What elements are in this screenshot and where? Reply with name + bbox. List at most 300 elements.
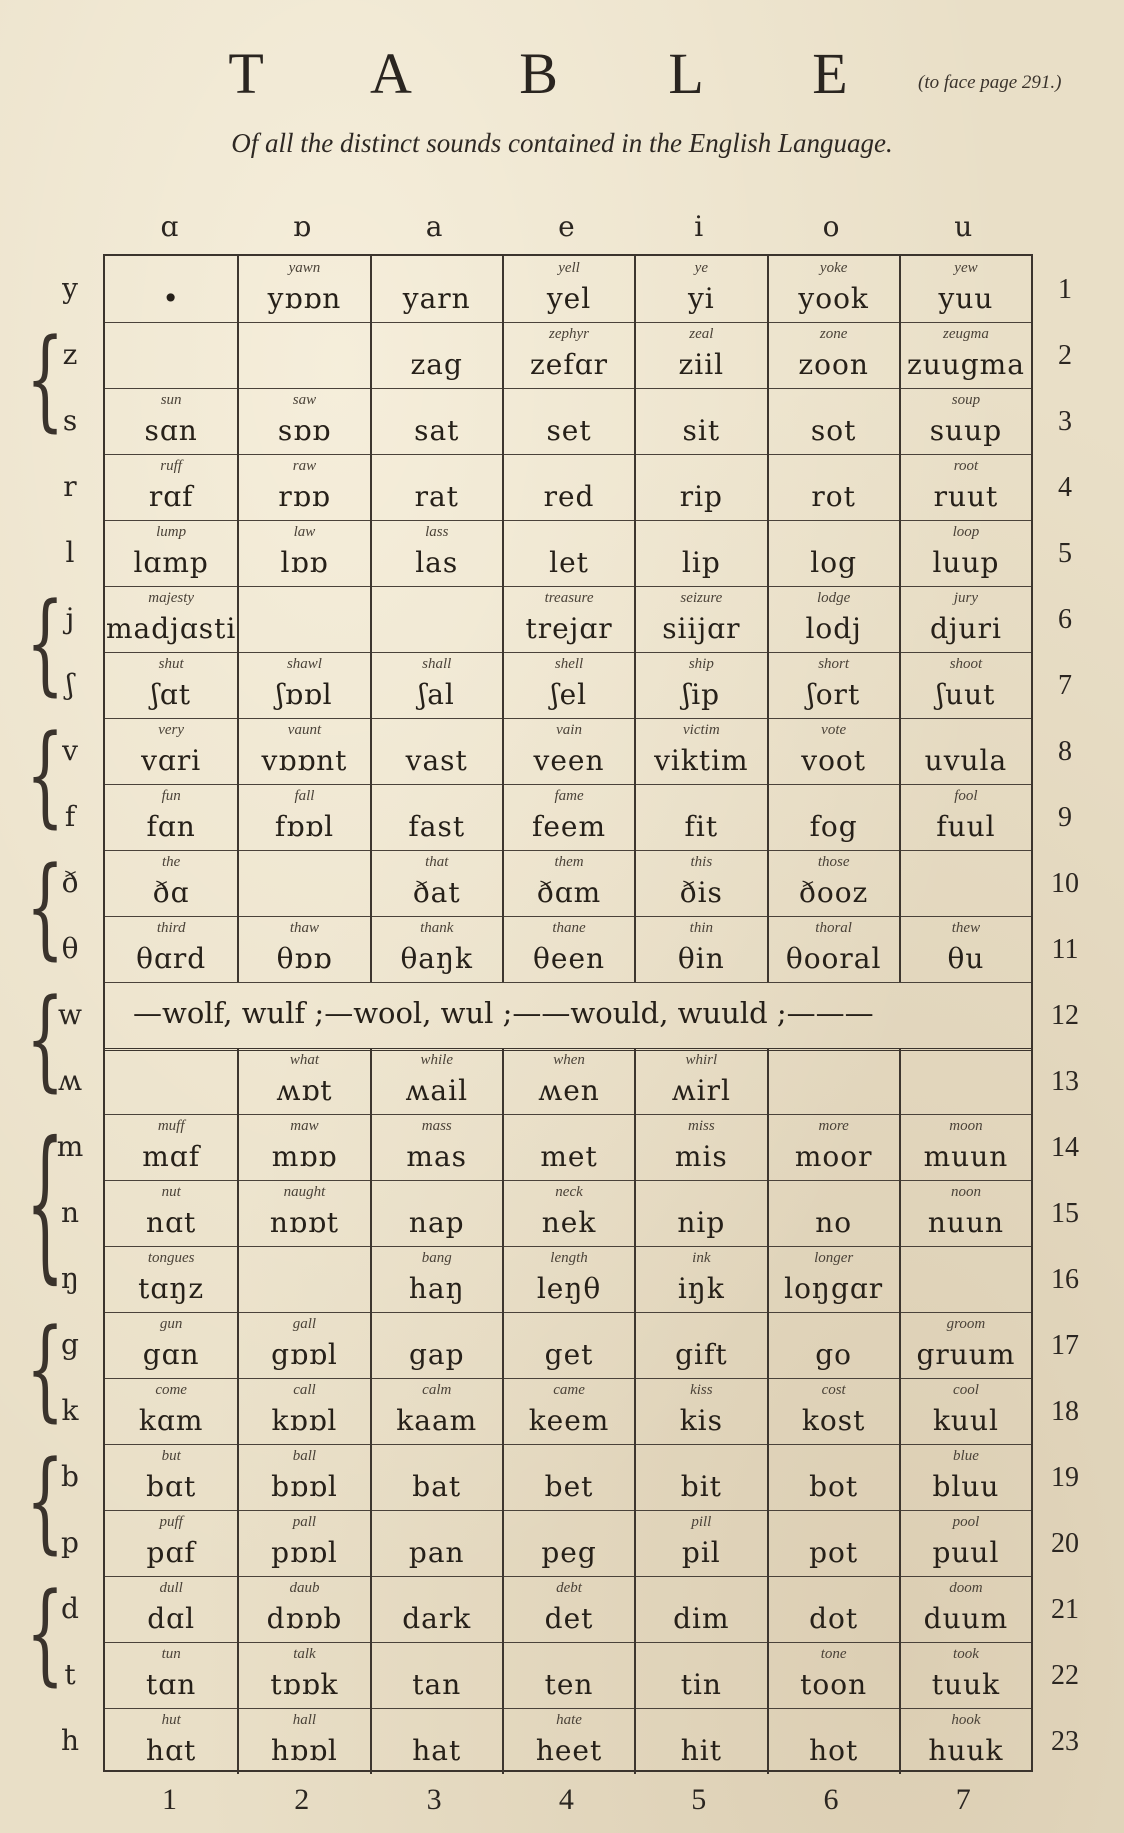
consonant-label: m — [56, 1130, 84, 1163]
table-cell — [502, 1114, 634, 1180]
example-word: thoral — [815, 920, 852, 936]
phonetic-spelling: fast — [408, 810, 466, 843]
table-cell — [105, 1708, 237, 1774]
example-word: shawl — [286, 656, 322, 672]
phonetic-spelling: yel — [546, 282, 592, 315]
sounds-table — [103, 254, 1033, 1772]
example-word: seizure — [680, 590, 723, 606]
phonetic-spelling: fɑn — [146, 810, 196, 843]
phonetic-spelling: nɒɒt — [269, 1206, 340, 1239]
table-cell — [502, 256, 634, 322]
table-cell — [767, 784, 899, 850]
phonetic-spelling: no — [815, 1206, 853, 1239]
row-number: 14 — [1051, 1132, 1079, 1163]
table-row — [105, 454, 1031, 521]
table-row — [105, 784, 1031, 851]
row-number: 3 — [1058, 406, 1072, 437]
example-word: saw — [292, 392, 317, 408]
consonant-label: g — [61, 1328, 79, 1361]
phonetic-spelling: ʃɒɒl — [276, 678, 333, 711]
phonetic-spelling: duum — [923, 1602, 1009, 1635]
example-word: when — [553, 1052, 585, 1068]
phonetic-spelling: nap — [408, 1206, 465, 1239]
phonetic-spelling: zag — [410, 348, 463, 381]
phonetic-spelling: gift — [675, 1338, 728, 1371]
consonant-label: ʍ — [58, 1064, 82, 1097]
phonetic-spelling: zefɑr — [530, 348, 609, 381]
table-cell — [105, 586, 237, 652]
phonetic-spelling: veen — [533, 744, 605, 777]
table-cell — [370, 1048, 502, 1114]
example-word: cool — [953, 1382, 979, 1398]
table-cell — [105, 850, 237, 916]
example-word: yew — [954, 260, 978, 276]
phonetic-spelling: nip — [677, 1206, 726, 1239]
consonant-label: d — [61, 1592, 79, 1625]
table-cell — [767, 652, 899, 718]
table-cell — [237, 1444, 369, 1510]
table-cell — [502, 388, 634, 454]
phonetic-spelling: ten — [544, 1668, 594, 1701]
example-word: fall — [294, 788, 315, 804]
column-number: 7 — [955, 1783, 971, 1816]
row-number: 1 — [1058, 274, 1072, 305]
table-cell — [105, 1180, 237, 1246]
phonetic-spelling: viktim — [654, 744, 749, 777]
table-cell — [899, 1444, 1031, 1510]
example-word: cost — [821, 1382, 846, 1398]
phonetic-spelling: pɑf — [146, 1536, 196, 1569]
example-word: pool — [952, 1514, 980, 1530]
example-word: soup — [951, 392, 981, 408]
phonetic-spelling: bit — [680, 1470, 722, 1503]
table-cell — [502, 520, 634, 586]
example-word: victim — [683, 722, 720, 738]
brace-icon: { — [26, 1306, 65, 1435]
phonetic-spelling: kis — [679, 1404, 723, 1437]
example-word: groom — [946, 1316, 986, 1332]
row-number: 19 — [1051, 1462, 1079, 1493]
table-cell — [767, 1246, 899, 1312]
table-cell — [237, 1180, 369, 1246]
table-cell — [237, 1312, 369, 1378]
example-word: shut — [158, 656, 184, 672]
phonetic-spelling: fuul — [936, 810, 996, 843]
consonant-label: p — [61, 1526, 79, 1559]
table-cell — [237, 652, 369, 718]
phonetic-spelling: gruum — [916, 1338, 1016, 1371]
table-cell — [237, 256, 369, 322]
phonetic-spelling: sat — [414, 414, 460, 447]
example-word: yawn — [288, 260, 321, 276]
phonetic-spelling: θɒɒ — [276, 942, 333, 975]
table-cell — [767, 916, 899, 982]
phonetic-spelling: dɒɒb — [266, 1602, 343, 1635]
example-word: shall — [422, 656, 452, 672]
table-cell — [767, 850, 899, 916]
w-examples-text: —wolf, wulf ;—wool, wul ;——would, wuuld ;——— — [133, 996, 874, 1030]
phonetic-spelling: θaŋk — [400, 942, 474, 975]
table-cell — [370, 520, 502, 586]
phonetic-spelling: las — [415, 546, 459, 579]
row-number: 18 — [1051, 1396, 1079, 1427]
phonetic-spelling: get — [544, 1338, 594, 1371]
row-number: 22 — [1051, 1660, 1079, 1691]
example-word: gall — [292, 1316, 317, 1332]
phonetic-spelling: bet — [544, 1470, 594, 1503]
phonetic-spelling: ðis — [679, 876, 723, 909]
table-cell — [634, 718, 766, 784]
row-number: 13 — [1051, 1066, 1079, 1097]
table-cell — [899, 1246, 1031, 1312]
consonant-label: j — [65, 602, 75, 635]
phonetic-spelling: ðɑm — [536, 876, 602, 909]
table-cell — [370, 586, 502, 652]
brace-icon: { — [26, 712, 65, 841]
phonetic-spelling: mɒɒ — [271, 1140, 338, 1173]
column-number: 3 — [426, 1783, 442, 1816]
phonetic-spelling: siijɑr — [662, 612, 741, 645]
phonetic-spelling: red — [543, 480, 595, 513]
table-cell — [899, 1114, 1031, 1180]
example-word: mass — [421, 1118, 452, 1134]
phonetic-spelling: nɑt — [146, 1206, 197, 1239]
table-cell — [237, 520, 369, 586]
example-word: lodge — [816, 590, 851, 606]
phonetic-spelling: rot — [811, 480, 856, 513]
consonant-label: n — [60, 1196, 80, 1229]
table-cell — [370, 916, 502, 982]
phonetic-spelling: set — [546, 414, 592, 447]
phonetic-spelling: ʍen — [538, 1074, 600, 1107]
phonetic-spelling: tɑn — [146, 1668, 197, 1701]
example-word: loop — [952, 524, 980, 540]
table-cell — [370, 1708, 502, 1774]
table-cell — [899, 1180, 1031, 1246]
example-word: noon — [950, 1184, 981, 1200]
example-word: nut — [161, 1184, 181, 1200]
consonant-label: y — [62, 272, 78, 305]
example-word: treasure — [544, 590, 594, 606]
table-cell — [105, 1444, 237, 1510]
table-row — [105, 1510, 1031, 1577]
consonant-label: k — [61, 1394, 79, 1427]
brace-icon: { — [26, 580, 65, 709]
phonetic-spelling: lip — [681, 546, 721, 579]
example-word: third — [156, 920, 186, 936]
example-word: calm — [422, 1382, 452, 1398]
example-word: call — [293, 1382, 316, 1398]
example-word: doom — [949, 1580, 983, 1596]
example-word: zeugma — [943, 326, 989, 342]
example-word: pill — [691, 1514, 712, 1530]
column-number: 2 — [294, 1783, 310, 1816]
row-number: 2 — [1058, 340, 1072, 371]
table-cell — [370, 454, 502, 520]
example-word: raw — [292, 458, 317, 474]
phonetic-spelling: madjɑsti — [105, 612, 237, 645]
table-cell — [634, 1312, 766, 1378]
table-cell — [502, 1642, 634, 1708]
example-word: ruff — [160, 458, 182, 474]
table-cell — [899, 718, 1031, 784]
table-cell — [105, 256, 237, 322]
phonetic-spelling: bɑt — [146, 1470, 197, 1503]
phonetic-spelling: pan — [408, 1536, 465, 1569]
example-word: miss — [687, 1118, 715, 1134]
table-cell — [767, 256, 899, 322]
table-cell — [370, 1246, 502, 1312]
phonetic-spelling: hat — [412, 1734, 462, 1767]
table-cell — [767, 1708, 899, 1774]
example-word: tun — [161, 1646, 181, 1662]
table-cell — [634, 388, 766, 454]
phonetic-spelling: ʃɑt — [151, 678, 192, 711]
table-cell — [502, 1708, 634, 1774]
table-row — [105, 1642, 1031, 1709]
brace-icon: { — [26, 844, 65, 973]
consonant-label: ʃ — [66, 668, 74, 701]
consonant-label: r — [63, 470, 77, 503]
table-cell — [767, 388, 899, 454]
table-cell — [634, 1378, 766, 1444]
table-row-w — [105, 982, 1031, 1051]
phonetic-spelling: lɑmp — [133, 546, 209, 579]
phonetic-spelling: • — [162, 282, 180, 315]
column-number: 6 — [823, 1783, 839, 1816]
table-cell — [237, 322, 369, 388]
table-cell — [502, 1378, 634, 1444]
example-word: majesty — [148, 590, 195, 606]
table-cell — [370, 256, 502, 322]
table-row — [105, 1378, 1031, 1445]
example-word: root — [953, 458, 979, 474]
consonant-label: z — [62, 338, 78, 371]
table-cell — [634, 454, 766, 520]
table-row — [105, 1444, 1031, 1511]
phonetic-spelling: let — [549, 546, 589, 579]
table-cell — [899, 1708, 1031, 1774]
table-row — [105, 1048, 1031, 1115]
example-word: ink — [692, 1250, 711, 1266]
example-word: naught — [283, 1184, 326, 1200]
consonant-label: s — [62, 404, 78, 437]
phonetic-spelling: feem — [532, 810, 607, 843]
table-cell — [502, 1246, 634, 1312]
phonetic-spelling: sɑn — [144, 414, 198, 447]
phonetic-spelling: vɑri — [141, 744, 202, 777]
row-number: 11 — [1051, 934, 1079, 965]
phonetic-spelling: gɒɒl — [271, 1338, 338, 1371]
vowel-header-1: ɑ — [160, 210, 179, 243]
row-number: 10 — [1051, 868, 1079, 899]
phonetic-spelling: haŋ — [408, 1272, 465, 1305]
table-cell — [634, 520, 766, 586]
example-word: yoke — [819, 260, 848, 276]
table-cell — [370, 1114, 502, 1180]
example-word: hate — [556, 1712, 582, 1728]
phonetic-spelling: kuul — [932, 1404, 999, 1437]
example-word: maw — [290, 1118, 319, 1134]
table-cell — [899, 1510, 1031, 1576]
table-cell — [502, 718, 634, 784]
vowel-header-6: o — [822, 210, 840, 243]
phonetic-spelling: kaam — [396, 1404, 478, 1437]
table-cell — [767, 1576, 899, 1642]
brace-icon: { — [26, 1438, 65, 1567]
phonetic-spelling: moor — [794, 1140, 873, 1173]
example-word: hut — [161, 1712, 181, 1728]
phonetic-spelling: loŋgɑr — [784, 1272, 884, 1305]
table-cell — [370, 1312, 502, 1378]
phonetic-spelling: tan — [412, 1668, 462, 1701]
table-cell — [634, 1444, 766, 1510]
example-word: zeal — [689, 326, 714, 342]
phonetic-spelling: rip — [679, 480, 723, 513]
example-word: tone — [820, 1646, 847, 1662]
phonetic-spelling: hit — [680, 1734, 722, 1767]
table-cell — [105, 1510, 237, 1576]
table-cell — [105, 652, 237, 718]
phonetic-spelling: ʃuut — [936, 678, 996, 711]
phonetic-spelling: tuuk — [931, 1668, 1001, 1701]
phonetic-spelling: ðat — [412, 876, 461, 909]
phonetic-spelling: fit — [684, 810, 719, 843]
phonetic-spelling: nek — [541, 1206, 597, 1239]
phonetic-spelling: ʃel — [550, 678, 588, 711]
table-cell — [237, 850, 369, 916]
table-cell — [634, 652, 766, 718]
table-cell — [237, 388, 369, 454]
table-cell — [767, 1510, 899, 1576]
table-cell — [105, 1246, 237, 1312]
table-row — [105, 388, 1031, 455]
phonetic-spelling: gɑn — [142, 1338, 200, 1371]
table-cell — [634, 1180, 766, 1246]
phonetic-spelling: mis — [674, 1140, 728, 1173]
example-word: ye — [694, 260, 708, 276]
table-cell — [502, 586, 634, 652]
phonetic-spelling: huuk — [928, 1734, 1004, 1767]
table-cell — [634, 1114, 766, 1180]
table-cell — [502, 916, 634, 982]
example-word: bang — [421, 1250, 452, 1266]
table-cell — [502, 1180, 634, 1246]
vowel-header-5: i — [694, 210, 704, 243]
example-word: hall — [292, 1712, 317, 1728]
row-number: 20 — [1051, 1528, 1079, 1559]
vowel-header-row — [100, 210, 1032, 250]
example-word: talk — [293, 1646, 316, 1662]
phonetic-spelling: dot — [809, 1602, 859, 1635]
table-cell — [237, 1114, 369, 1180]
row-number: 5 — [1058, 538, 1072, 569]
phonetic-spelling: pɒɒl — [271, 1536, 338, 1569]
consonant-label: t — [64, 1658, 76, 1691]
column-number: 4 — [558, 1783, 574, 1816]
table-row — [105, 520, 1031, 587]
table-cell — [899, 1378, 1031, 1444]
table-cell — [899, 520, 1031, 586]
phonetic-spelling: bot — [809, 1470, 859, 1503]
example-word: zephyr — [549, 326, 590, 342]
phonetic-spelling: ʃal — [418, 678, 455, 711]
phonetic-spelling: vast — [405, 744, 468, 777]
table-cell — [105, 1642, 237, 1708]
row-number: 23 — [1051, 1726, 1079, 1757]
phonetic-spelling: dim — [673, 1602, 730, 1635]
example-word: daub — [289, 1580, 320, 1596]
phonetic-spelling: heet — [535, 1734, 603, 1767]
table-cell — [105, 1312, 237, 1378]
consonant-label: b — [61, 1460, 79, 1493]
example-word: dull — [159, 1580, 183, 1596]
table-cell — [237, 1378, 369, 1444]
table-cell — [237, 1510, 369, 1576]
phonetic-spelling: zuugma — [906, 348, 1025, 381]
phonetic-spelling: zoon — [798, 348, 869, 381]
row-number: 17 — [1051, 1330, 1079, 1361]
table-cell — [370, 1180, 502, 1246]
table-cell — [767, 1378, 899, 1444]
example-word: debt — [556, 1580, 582, 1596]
phonetic-spelling: nuun — [927, 1206, 1005, 1239]
example-word: pall — [292, 1514, 317, 1530]
example-word: sun — [160, 392, 182, 408]
phonetic-spelling: puul — [932, 1536, 1000, 1569]
table-cell — [370, 1576, 502, 1642]
row-number: 12 — [1051, 1000, 1079, 1031]
example-word: short — [818, 656, 850, 672]
example-word: more — [818, 1118, 849, 1134]
phonetic-spelling: pot — [809, 1536, 859, 1569]
table-cell — [370, 1444, 502, 1510]
phonetic-spelling: sot — [810, 414, 857, 447]
example-word: longer — [814, 1250, 854, 1266]
example-word: tongues — [147, 1250, 195, 1266]
table-cell — [105, 1378, 237, 1444]
phonetic-spelling: suup — [929, 414, 1003, 447]
phonetic-spelling: tin — [680, 1668, 722, 1701]
phonetic-spelling: peg — [541, 1536, 597, 1569]
table-cell — [767, 1048, 899, 1114]
table-cell — [634, 586, 766, 652]
phonetic-spelling: lɒɒ — [280, 546, 329, 579]
table-cell — [105, 454, 237, 520]
phonetic-spelling: bat — [412, 1470, 462, 1503]
phonetic-spelling: sɒɒ — [277, 414, 332, 447]
brace-icon: { — [26, 1570, 65, 1699]
consonant-label: ŋ — [60, 1262, 80, 1295]
example-word: whirl — [685, 1052, 718, 1068]
example-word: fool — [954, 788, 978, 804]
table-cell — [370, 784, 502, 850]
phonetic-spelling: met — [540, 1140, 598, 1173]
phonetic-spelling: luup — [932, 546, 1000, 579]
phonetic-spelling: ʍirl — [671, 1074, 731, 1107]
table-cell — [767, 718, 899, 784]
table-cell — [237, 1642, 369, 1708]
phonetic-spelling: yarn — [402, 282, 471, 315]
row-number: 15 — [1051, 1198, 1079, 1229]
table-cell — [237, 916, 369, 982]
example-word: what — [289, 1052, 320, 1068]
example-word: thank — [420, 920, 454, 936]
row-number: 16 — [1051, 1264, 1079, 1295]
example-word: shell — [554, 656, 584, 672]
table-cell — [767, 586, 899, 652]
phonetic-spelling: dɑl — [147, 1602, 196, 1635]
